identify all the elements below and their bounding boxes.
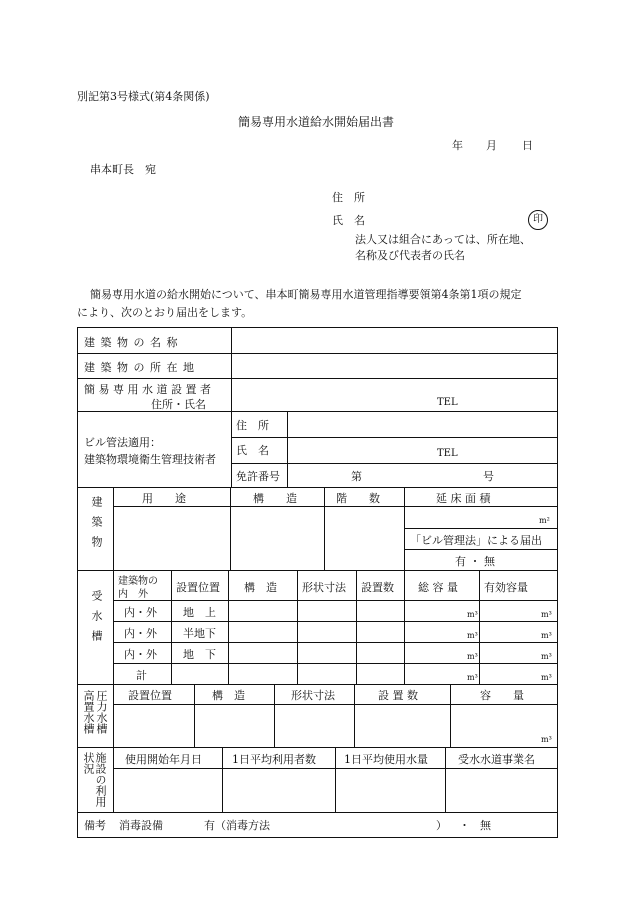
manager-license-label: 免許番号 [236,470,280,483]
unit-m3: m³ [541,673,552,682]
form-number: 別記第3号様式(第4条関係) [77,90,210,103]
label-remarks: 備考 [84,819,106,832]
row-underground-inout: 内・外 [124,648,157,661]
seal-mark: 印 [528,210,548,230]
unit-m3: m³ [541,735,552,744]
manager-address-label: 住 所 [236,419,269,432]
license-gou: 号 [483,470,494,483]
col-total-capacity: 総 容 量 [418,581,458,594]
label-receiving-tank: 受水槽 [90,590,103,650]
row-semi-basement-inout: 内・外 [124,627,157,640]
body-text-line-2: により、次のとおり届出をします。 [77,306,253,319]
col-elevated-capacity: 容 量 [480,689,524,702]
manager-tel-label: TEL [437,448,458,459]
applicant-note-2: 名称及び代表者の氏名 [355,249,465,262]
installer-tel-label: TEL [437,397,458,408]
col-floor-area: 延 床 面 積 [436,492,491,505]
label-building-location: 建 築 物 の 所 在 地 [84,361,195,374]
unit-m3: m³ [541,652,552,661]
remarks-paren-close: ） [436,819,447,832]
unit-m3: m³ [541,610,552,619]
remarks-none: 無 [480,819,491,832]
row-semi-basement: 半地下 [183,627,216,640]
row-underground: 地 下 [183,648,216,661]
remarks-disinfection-yes: 有（消毒方法 [204,819,270,832]
label-elevated-tank: 高置水槽 [82,690,95,734]
label-building-law: ビル管法適用： [84,436,161,449]
applicant-address-label: 住 所 [332,191,365,204]
col-elevated-structure: 構 造 [212,689,245,702]
label-bldg-law-report: 「ビル管理法」による届出 [410,534,542,547]
applicant-note-1: 法人又は組合にあっては、所在地、 [355,233,531,246]
label-installer-address-name: 住所・氏名 [151,398,206,411]
label-pressure-tank: 圧力水槽 [95,690,108,734]
col-daily-users: 1日平均利用者数 [232,753,316,766]
date-month: 月 [486,139,497,152]
col-tank-structure: 構 造 [244,581,277,594]
body-text-line-1: 簡易専用水道の給水開始について、串本町簡易専用水道管理指導要領第4条第1項の規定 [90,288,522,301]
unit-m3: m³ [467,610,478,619]
col-start-date: 使用開始年月日 [125,753,202,766]
manager-name-label: 氏 名 [236,444,269,457]
addressee: 串本町長 宛 [90,163,156,176]
col-install-position: 設置位置 [176,581,220,594]
unit-m3: m³ [467,673,478,682]
unit-m2: m² [539,516,550,525]
row-total: 計 [136,669,147,682]
col-structure: 構 造 [253,492,297,505]
col-floors: 階 数 [336,492,380,505]
label-building-name: 建 築 物 の 名 称 [84,336,179,349]
col-install-count: 設置数 [361,581,394,594]
col-water-utility: 受水水道事業名 [458,753,535,766]
bldg-law-yes-no: 有 ・ 無 [455,555,495,568]
col-elevated-count: 設 置 数 [378,689,418,702]
row-above-ground: 地 上 [183,606,216,619]
label-installer: 簡 易 専 用 水 道 設 置 者 [84,383,211,396]
applicant-name-label: 氏 名 [332,214,365,227]
remarks-disinfection-equipment: 消毒設備 [119,819,163,832]
label-building-section: 建築物 [90,496,103,556]
col-use: 用 途 [142,492,186,505]
unit-m3: m³ [467,652,478,661]
col-building-inout-2: 内 外 [118,589,148,600]
form-title: 簡易専用水道給水開始届出書 [238,115,395,129]
row-above-ground-inout: 内・外 [124,606,157,619]
label-facility-status: 施設の利用状況 [82,752,107,807]
unit-m3: m³ [541,631,552,640]
col-elevated-install-position: 設置位置 [128,689,172,702]
col-effective-capacity: 有効容量 [484,581,528,594]
col-building-inout-1: 建築物の [118,576,158,587]
license-dai: 第 [351,470,362,483]
col-elevated-shape: 形状寸法 [291,689,335,702]
unit-m3: m³ [467,631,478,640]
label-environment-manager: 建築物環境衛生管理技術者 [84,453,216,466]
date-day: 日 [522,139,533,152]
remarks-separator-dot: ・ [459,819,470,832]
col-shape-dimension: 形状寸法 [302,581,346,594]
date-year: 年 [452,139,463,152]
col-daily-usage: 1日平均使用水量 [344,753,428,766]
